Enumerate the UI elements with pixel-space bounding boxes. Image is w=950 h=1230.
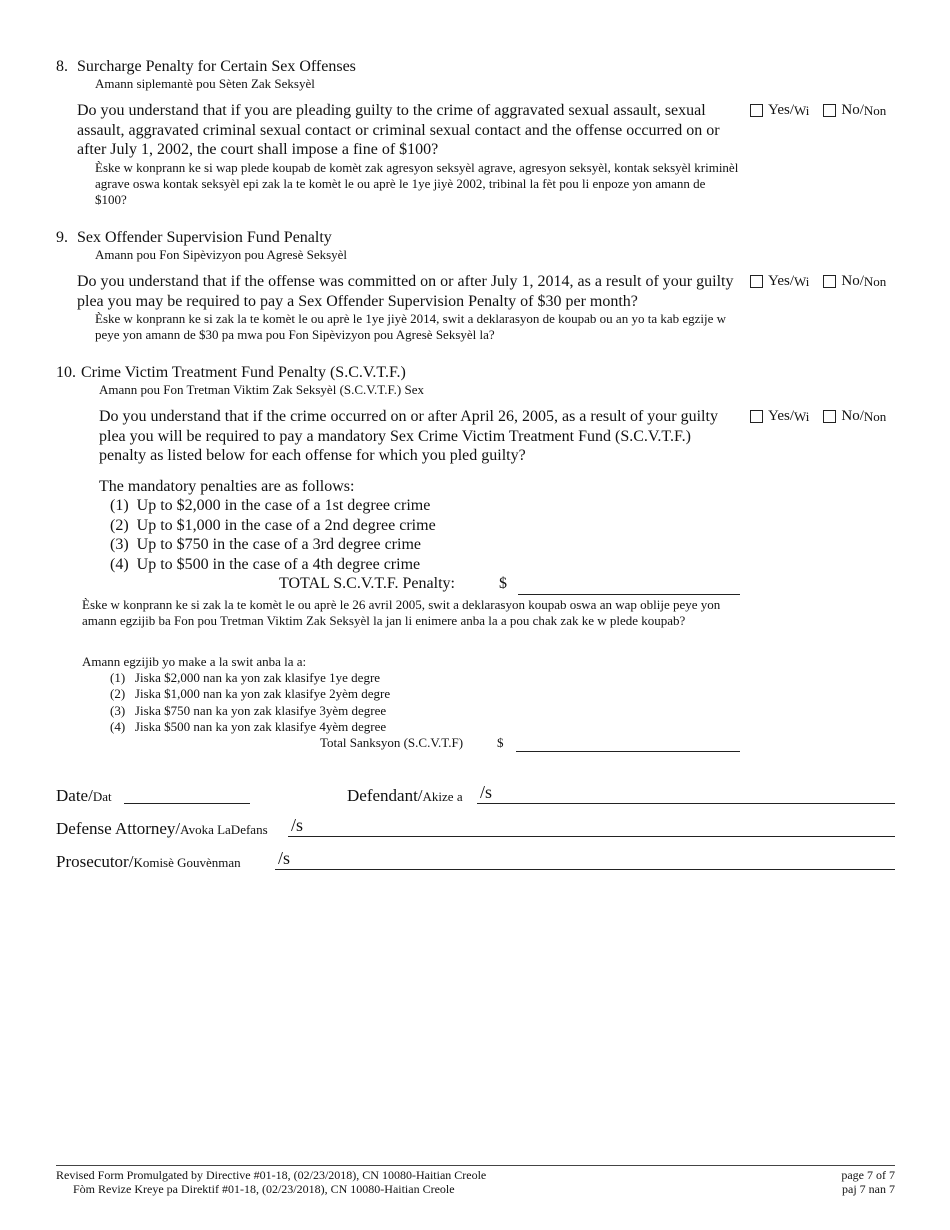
page-number: page 7 of 7 <box>841 1168 895 1182</box>
section-10-question: Do you understand that if the crime occurred on or after April 26, 2005, as a result of your guilty plea you will be required to pay a mandatory Sex Crime Victim Treatment Fund (S.C.V.T.F.) penalty as listed below for each offense for which you pled guilty? <box>99 408 718 464</box>
penalties-intro-translation: Amann egzijib yo make a la swit anba la a: <box>82 654 307 669</box>
total-penalty-label-translation: Total Sanksyon (S.C.V.T.F) <box>320 735 464 750</box>
no-label: No/ <box>841 408 864 424</box>
penalties-list-translation <box>110 670 390 735</box>
section-8-title: Surcharge Penalty for Certain Sex Offenses <box>77 58 356 75</box>
defendant-label: Defendant/Akize a <box>347 786 463 805</box>
date-label: Date/Dat <box>56 786 112 805</box>
section-8-no-checkbox[interactable] <box>823 104 836 117</box>
list-item: (1) Jiska $2,000 nan ka yon zak klasifye 1ye degre <box>110 670 381 685</box>
total-penalty-currency: $ <box>499 575 507 592</box>
list-item: (3) Jiska $750 nan ka yon zak klasifye 3yèm degree <box>110 702 387 718</box>
section-9-no-checkbox[interactable] <box>823 275 836 288</box>
section-10-subtitle: Amann pou Fon Tretman Viktim Zak Seksyèl (S.C.V.T.F.) Sex <box>99 382 424 397</box>
no-label-sub: Non <box>863 273 887 289</box>
defense-attorney-signature[interactable]: /s <box>291 815 304 835</box>
section-10-title: Crime Victim Treatment Fund Penalty (S.C.V.T.F.) <box>81 364 406 381</box>
section-8-answer <box>750 102 886 119</box>
yes-label: Yes/ <box>768 408 794 424</box>
section-9-title: Sex Offender Supervision Fund Penalty <box>77 229 332 246</box>
yes-label-sub: Wi <box>794 408 810 424</box>
yes-label-sub: Wi <box>794 273 810 289</box>
defense-attorney-label: Defense Attorney/Avoka LaDefans <box>56 819 268 838</box>
section-10-yes-checkbox[interactable] <box>750 410 763 423</box>
section-10-number: 10. <box>56 364 76 381</box>
section-8-yes-checkbox[interactable] <box>750 104 763 117</box>
list-item: (2) Jiska $1,000 nan ka yon zak klasifye 2yèm degre <box>110 686 391 702</box>
section-9-question: Do you understand that if the offense was committed on or after July 1, 2014, as a result of your guilty plea you may be required to pay a Sex Offender Supervision Penalty of $30 per month? <box>77 273 734 310</box>
penalties-list <box>110 496 436 574</box>
section-10-no-checkbox[interactable] <box>823 410 836 423</box>
prosecutor-label: Prosecutor/Komisè Gouvènman <box>56 852 241 871</box>
no-label: No/ <box>841 102 864 118</box>
list-item: (3) Up to $750 in the case of a 3rd degree crime <box>110 536 421 553</box>
list-item: (1) Up to $2,000 in the case of a 1st degree crime <box>110 497 431 514</box>
section-8-question: Do you understand that if you are pleading guilty to the crime of aggravated sexual assault, sexual assault, aggravated criminal sexual contact or criminal sexual contact and the offense occurred on or after July 1, 2002, the court shall impose a fine of $100? <box>77 102 720 158</box>
total-penalty-currency-translation: $ <box>497 735 504 750</box>
section-8-subtitle: Amann siplemantè pou Sèten Zak Seksyèl <box>95 76 315 91</box>
section-8-number: 8. <box>56 58 68 75</box>
no-label-sub: Non <box>863 408 887 424</box>
footer-line-1: Revised Form Promulgated by Directive #01-18, (02/23/2018), CN 10080-Haitian Creole <box>56 1168 487 1182</box>
yes-label-sub: Wi <box>794 102 810 118</box>
list-item: (4) Up to $500 in the case of a 4th degree crime <box>110 555 421 573</box>
section-10-translation: Èske w konprann ke si zak la te komèt le ou aprè le 26 avril 2005, swit a deklarasyon koupab oswa an wap oblije peye yon amann egzijib ba Fon pou Tretman Viktim Zak Seksyèl la jan li enimere anba la a pou chak zak ke w plede koupab? <box>82 597 721 629</box>
list-item: (2) Up to $1,000 in the case of a 2nd degree crime <box>110 516 436 534</box>
section-8-translation: Èske w konprann ke si wap plede koupab de komèt zak agresyon seksyèl agrave, agresyon seksyèl, kontak seksyèl kriminèl agrave oswa kontak seksyèl epi zak la te komèt le ou aprè le 1ye jiyè 2002, tribinal la fèt pou li enpoze yon amann de $100? <box>95 160 739 208</box>
page-number-translation: paj 7 nan 7 <box>842 1182 895 1196</box>
no-label-sub: Non <box>863 102 887 118</box>
section-9-yes-checkbox[interactable] <box>750 275 763 288</box>
defendant-signature[interactable]: /s <box>480 782 493 802</box>
yes-label: Yes/ <box>768 102 794 118</box>
section-9-number: 9. <box>56 229 68 246</box>
footer-line-2: Fòm Revize Kreye pa Direktif #01-18, (02/23/2018), CN 10080-Haitian Creole <box>73 1182 455 1196</box>
defense-attorney-signature-line <box>288 820 895 837</box>
footer-divider <box>56 1165 895 1166</box>
defendant-signature-line <box>477 787 895 804</box>
total-penalty-field[interactable] <box>518 578 740 595</box>
yes-label: Yes/ <box>768 273 794 289</box>
no-label: No/ <box>841 273 864 289</box>
list-item: (4) Jiska $500 nan ka yon zak klasifye 4yèm degree <box>110 718 387 734</box>
date-field[interactable] <box>124 787 250 804</box>
penalties-intro: The mandatory penalties are as follows: <box>99 478 355 495</box>
total-penalty-field-translation[interactable] <box>516 737 740 752</box>
section-9-translation: Èske w konprann ke si zak la te komèt le ou aprè le 1ye jiyè 2014, swit a deklarasyon de koupab ou an yo ta kab egzije w peye yon amann de $30 pa mwa pou Fon Sipèvizyon pou Agresè Seksyèl la? <box>95 311 727 343</box>
section-9-subtitle: Amann pou Fon Sipèvizyon pou Agresè Seksyèl <box>95 247 348 262</box>
section-9-answer <box>750 273 886 290</box>
total-penalty-label: TOTAL S.C.V.T.F. Penalty: <box>279 575 455 592</box>
prosecutor-signature-line <box>275 853 895 870</box>
prosecutor-signature[interactable]: /s <box>278 848 291 868</box>
section-10-answer <box>750 408 886 425</box>
